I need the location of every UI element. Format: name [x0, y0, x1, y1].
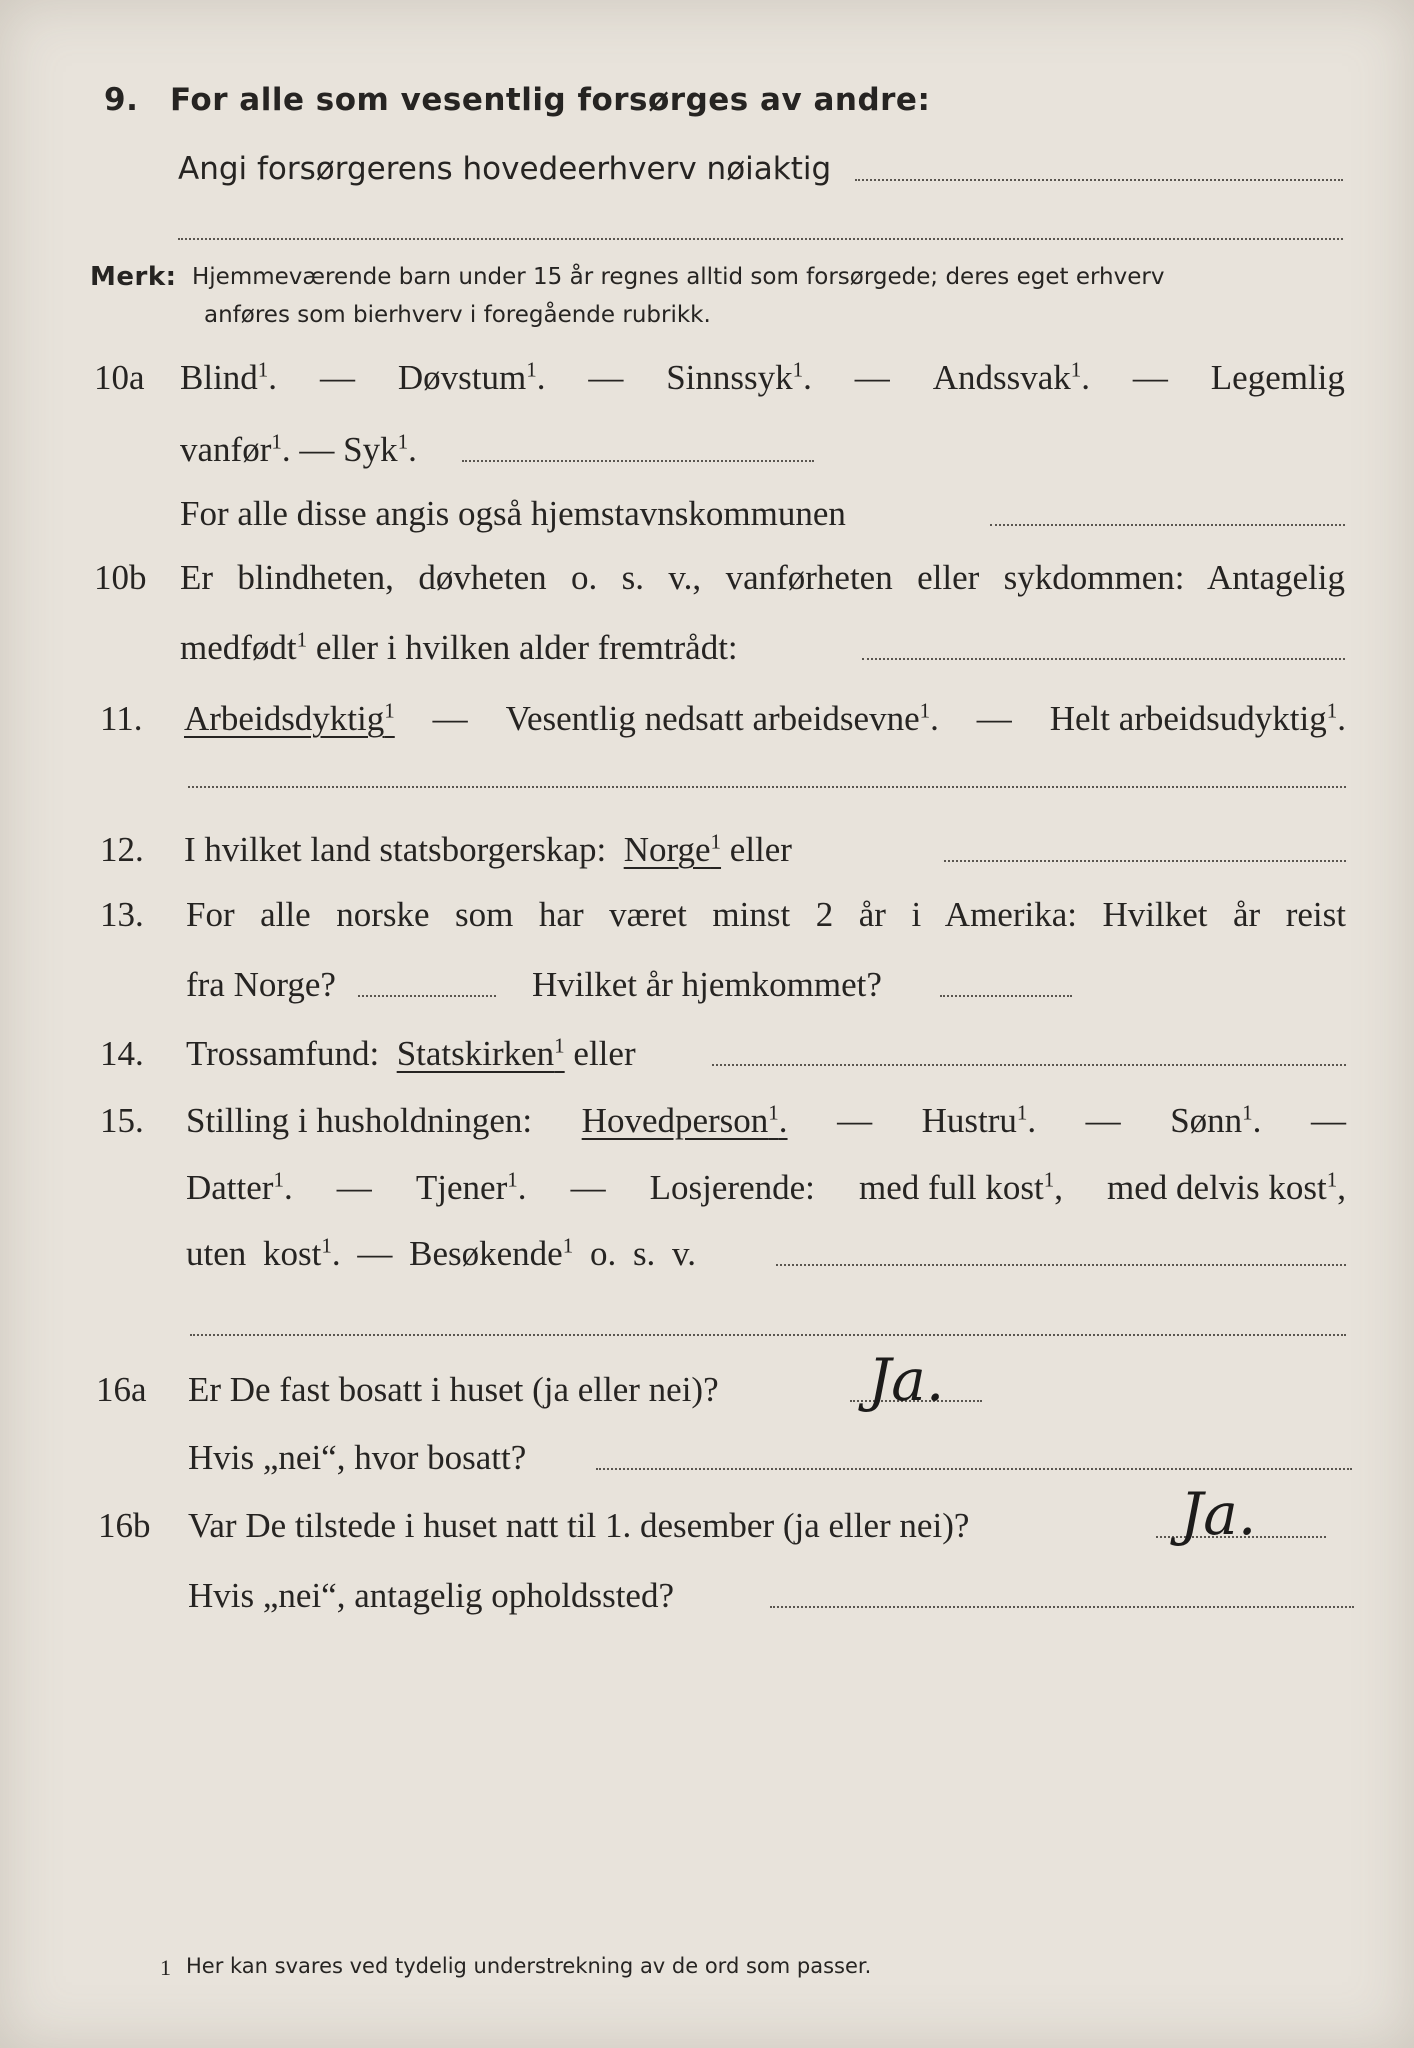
q9-answer-line[interactable]	[855, 179, 1343, 181]
q15-tail: o. s. v.	[589, 1234, 697, 1273]
q10a-opt-sinnssyk[interactable]: Sinnssyk$^1$.	[666, 357, 812, 397]
q15-opt-datter[interactable]: Datter$^1$.	[186, 1167, 293, 1207]
q10a-opt-syk[interactable]: Syk$^1$.	[343, 429, 417, 469]
q10a-opt-dovstum[interactable]: Døvstum$^1$.	[397, 357, 546, 397]
q10a-opt-blind[interactable]: Blind$^1$.	[180, 357, 278, 397]
q14-number: 14.	[100, 1034, 144, 1073]
q10a-answer-line[interactable]	[462, 460, 814, 462]
q10b-answer-line[interactable]	[862, 658, 1345, 660]
q15-row-2-options	[186, 1166, 1346, 1210]
q15-dash-3: —	[1310, 1101, 1346, 1140]
q11-opt-udyktig[interactable]: Helt arbeidsudyktig$^1$.	[1049, 698, 1346, 738]
q11-dash-1: —	[432, 699, 468, 738]
q15-prompt: Stilling i husholdningen:	[186, 1101, 533, 1140]
footnote-text: Her kan svares ved tydelig understrekning av de ord som passer.	[186, 1954, 872, 1978]
q15-opt-full-kost[interactable]: med full kost$^1$,	[858, 1167, 1063, 1207]
q10a-hjemstavn-line[interactable]	[990, 524, 1345, 526]
merk-label: Merk:	[90, 262, 177, 292]
q10a-dash-5: —	[299, 430, 335, 469]
q15-opt-besokende[interactable]: Besøkende$^1$	[409, 1233, 574, 1273]
q9-answer-line-2[interactable]	[178, 238, 1343, 240]
q13-hjemkommet-line[interactable]	[940, 995, 1072, 997]
q15-number: 15.	[100, 1101, 144, 1140]
q15-answer-line[interactable]	[776, 1264, 1346, 1266]
q11-number: 11.	[100, 699, 143, 738]
q9-title: For alle som vesentlig forsørges av andre:	[170, 82, 931, 118]
q10b-number: 10b	[94, 558, 147, 597]
q10b-line-2: medfødt$^1$ eller i hvilken alder fremtrådt:	[180, 627, 738, 667]
merk-line-1: Hjemmeværende barn under 15 år regnes alltid som forsørgede; deres eget erhverv	[192, 264, 1165, 290]
footnote-marker: 1	[160, 1955, 171, 1980]
q10a-opt-vanfor[interactable]: vanfør$^1$.	[180, 429, 291, 469]
q15-row-1-options	[186, 1099, 1346, 1143]
q16a-bosatt-label: Hvis „nei“, hvor bosatt?	[188, 1438, 527, 1477]
q10a-hjemstavn: For alle disse angis også hjemstavnskommunen	[180, 494, 846, 533]
q13-line-1: For alle norske som har været minst 2 år i Amerika: Hvilket år reist	[186, 895, 1346, 934]
q10a-dash-4: —	[1132, 358, 1168, 397]
q11-options	[184, 697, 1346, 741]
q10a-opt-andssvak[interactable]: Andssvak$^1$.	[932, 357, 1090, 397]
q14-text: Trossamfund: Statskirken$^1$ eller	[186, 1033, 636, 1073]
q10a-row-2-text	[180, 428, 417, 472]
q15-opt-tjener[interactable]: Tjener$^1$.	[415, 1167, 527, 1207]
q12-opt-norge-selected[interactable]: Norge$^1$	[623, 829, 722, 869]
q13-reist-label: fra Norge?	[186, 965, 336, 1004]
q11-answer-line[interactable]	[188, 786, 1346, 788]
q15-opt-hustru[interactable]: Hustru$^1$.	[921, 1100, 1037, 1140]
q15-opt-uten-kost[interactable]: uten kost$^1$.	[186, 1233, 341, 1273]
q11-dash-2: —	[976, 699, 1012, 738]
q10a-options	[180, 356, 1345, 400]
q12-answer-line[interactable]	[944, 860, 1346, 862]
q12-number: 12.	[100, 830, 144, 869]
q15-dash-2: —	[1085, 1101, 1121, 1140]
q13-number: 13.	[100, 895, 144, 934]
q15-opt-sonn[interactable]: Sønn$^1$.	[1170, 1100, 1262, 1140]
q12-text: I hvilket land statsborgerskap: Norge$^1$ eller	[184, 829, 792, 869]
q13-hjemkommet-label: Hvilket år hjemkommet?	[532, 965, 882, 1004]
q10b-line-1: Er blindheten, døvheten o. s. v., vanførheten eller sykdommen: Antagelig	[180, 558, 1345, 597]
q15-dash-1: —	[837, 1101, 873, 1140]
q16a-bosatt-line[interactable]	[596, 1468, 1352, 1470]
q9-number: 9.	[104, 82, 139, 118]
q16a-number: 16a	[96, 1370, 147, 1409]
q16b-opphold-label: Hvis „nei“, antagelig opholdssted?	[188, 1576, 674, 1615]
q11-opt-arbeidsdyktig-selected[interactable]: Arbeidsdyktig$^1$	[184, 698, 395, 738]
q15-opt-hovedperson-selected[interactable]: Hovedperson$^1$.	[581, 1100, 788, 1140]
q15-dash-5: —	[570, 1168, 606, 1207]
q10b-opt-medfodt[interactable]: medfødt$^1$	[180, 627, 308, 667]
q10a-number: 10a	[94, 358, 145, 397]
q16b-prompt: Var De tilstede i huset natt til 1. desember (ja eller nei)?	[188, 1506, 970, 1545]
q10a-dash-1: —	[319, 358, 355, 397]
merk-line-2: anføres som bierhverv i foregående rubrikk.	[204, 302, 711, 328]
q10a-dash-3: —	[854, 358, 890, 397]
q15-dash-6: —	[357, 1234, 393, 1273]
q16b-handwritten-answer[interactable]: Ja.	[1180, 1480, 1257, 1548]
q15-opt-delvis-kost[interactable]: med delvis kost$^1$,	[1107, 1167, 1346, 1207]
q10a-opt-legemlig[interactable]: Legemlig	[1210, 358, 1345, 397]
q15-opt-losjerende: Losjerende:	[649, 1168, 815, 1207]
q14-opt-statskirken-selected[interactable]: Statskirken$^1$	[396, 1033, 565, 1073]
q14-answer-line[interactable]	[712, 1064, 1346, 1066]
q13-reist-line[interactable]	[358, 995, 496, 997]
q15-answer-line-2[interactable]	[190, 1334, 1346, 1336]
q16b-number: 16b	[98, 1506, 151, 1545]
q10a-dash-2: —	[588, 358, 624, 397]
q15-row-3-text	[186, 1232, 696, 1276]
q15-dash-4: —	[336, 1168, 372, 1207]
q11-opt-nedsatt[interactable]: Vesentlig nedsatt arbeidsevne$^1$.	[505, 698, 939, 738]
q9-prompt: Angi forsørgerens hovedeerhverv nøiaktig	[178, 151, 832, 187]
q16a-handwritten-answer[interactable]: Ja.	[868, 1346, 945, 1414]
q16a-prompt: Er De fast bosatt i huset (ja eller nei)?	[188, 1370, 719, 1409]
q16b-opphold-line[interactable]	[770, 1606, 1354, 1608]
